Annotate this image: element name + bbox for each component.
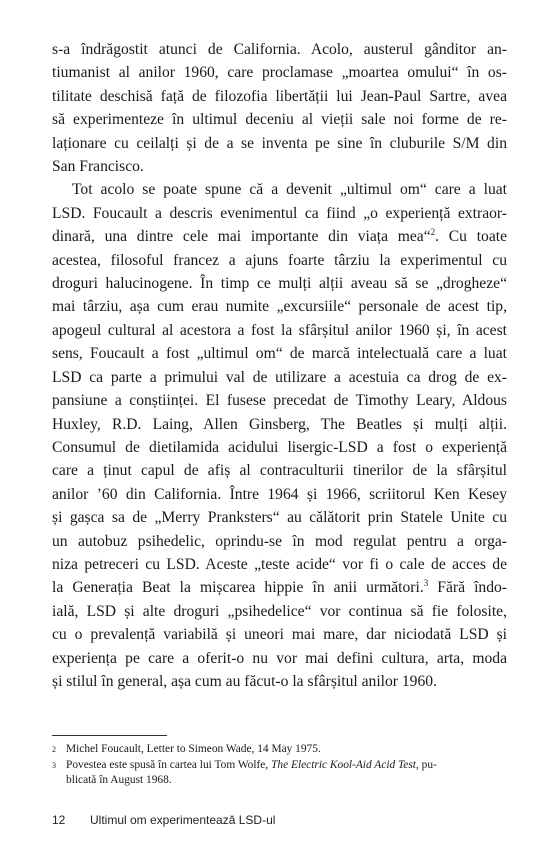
text-line: să experimenteze în ultimul deceniu al vieții sale noi forme de re-	[52, 111, 507, 129]
text-line: experiența pe care a oferit-o nu vor mai defini cultura, arta, moda	[52, 649, 507, 667]
footnote-ref-3[interactable]: 3	[423, 578, 429, 589]
footnote-number: 3	[52, 760, 56, 770]
text-line: pansiune a conștiinței. El fusese precedat de Timothy Leary, Aldous	[52, 392, 507, 410]
text-line: Consumul de dietilamida acidului lisergic-LSD a fost o experiență	[52, 438, 507, 456]
running-title: Ultimul om experimentează LSD-ul	[90, 813, 276, 827]
text-line: San Francisco.	[52, 158, 144, 176]
footnote-2	[52, 742, 507, 758]
text-line: niza petreceri cu LSD. Aceste „teste acide“ vor fi o cale de acces de	[52, 555, 507, 573]
text-line: Huxley, R.D. Laing, Allen Ginsberg, The Beatles și mulți alții.	[52, 415, 507, 433]
text-line: ială, LSD și alte droguri „psihedelice“ vor continua să fie folosite,	[52, 602, 507, 620]
text-line: tiumanist al anilor 1960, care proclamase „moartea omului“ în os-	[52, 64, 507, 82]
text-line: anilor ’60 din California. Între 1964 și 1966, scriitorul Ken Kesey	[52, 485, 507, 503]
text-line	[52, 576, 507, 599]
text-line: sens, Foucault a fost „ultimul om“ de marcă intelectuală care a luat	[52, 345, 507, 363]
text-line: și gașca sa de „Merry Pranksters“ au călătorit prin Statele Unite cu	[52, 509, 507, 527]
text-line: acestea, filosoful francez a ajuns foarte târziu la experimentul cu	[52, 251, 507, 269]
page-footer	[52, 812, 507, 828]
text-line: cu o prevalență variabilă și uneori mai mare, dar niciodată LSD și	[52, 626, 507, 644]
text-segment: la Generația Beat la mișcarea hippie în anii următori.	[52, 579, 424, 597]
body-text	[52, 38, 507, 693]
text-line: s-a îndrăgostit atunci de California. Acolo, austerul gânditor an-	[52, 41, 507, 58]
text-line: LSD. Foucault a descris evenimentul ca fiind „o experiență extraor-	[52, 204, 507, 222]
text-line: mai târziu, așa cum erau numite „excursiile“ personale de acest tip,	[52, 298, 507, 316]
text-line: apogeul cultural al acestora a fost la sfârșitul anilor 1960 și, în acest	[52, 321, 507, 339]
text-line: tilitate deschisă față de filozofia libertății lui Jean-Paul Sartre, avea	[52, 87, 507, 105]
footnote-text: , pu-	[415, 758, 437, 771]
text-segment: Fără îndo-	[428, 579, 507, 597]
text-line: și stilul în general, așa cum au făcut-o la sfârșitul anilor 1960.	[52, 672, 437, 690]
footnotes	[52, 742, 507, 789]
page-number: 12	[52, 813, 66, 827]
footnote-3	[52, 758, 507, 774]
text-segment: dinară, una dintre cele mai importante din viața mea“	[52, 228, 431, 246]
footnote-3-continued: blicată în August 1968.	[66, 774, 172, 787]
text-line: Tot acolo se poate spune că a devenit „ultimul om“ care a luat	[72, 181, 507, 199]
paragraph-2	[52, 178, 507, 693]
text-line: un autobuz psihedelic, oprindu-se în mod regulat pentru a orga-	[52, 532, 507, 550]
text-line: laționare cu ceilalți și de a se inventa pe sine în cluburile S/M din	[52, 134, 507, 152]
footnote-number: 2	[52, 745, 56, 754]
footnote-text: Michel Foucault, Letter to Simeon Wade, 14 May 1975.	[66, 743, 321, 755]
text-line: droguri halucinogene. În timp ce mulți alții aveau să se „drogheze“	[52, 275, 507, 293]
text-line: care a ținut capul de afiș al contraculturii tinerilor de la sfârșitul	[52, 462, 507, 480]
paragraph-1	[52, 38, 507, 178]
book-title: The Electric Kool-Aid Acid Test	[271, 758, 416, 771]
text-segment: . Cu toate	[435, 228, 507, 246]
footnote-ref-2[interactable]: 2	[430, 227, 436, 238]
text-line	[52, 225, 507, 248]
text-line: LSD ca parte a primului val de utilizare a acestuia ca drog de ex-	[52, 368, 507, 386]
footnote-divider	[52, 735, 167, 736]
footnote-text: Povestea este spusă în cartea lui Tom Wolfe,	[66, 758, 272, 771]
